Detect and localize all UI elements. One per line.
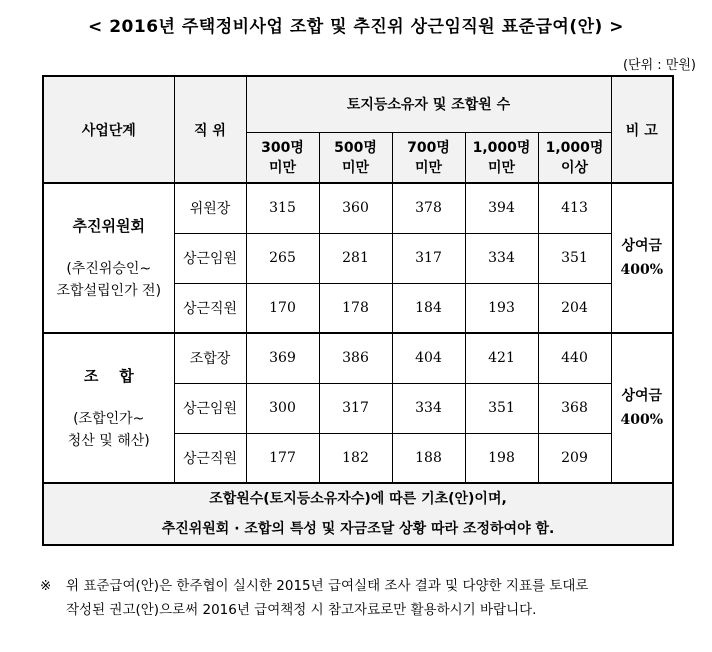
value-cell: 378 (392, 183, 465, 233)
stage-cell-committee (43, 183, 174, 333)
tier-3-line2: 미만 (414, 160, 443, 177)
tier-1-line2: 미만 (268, 160, 297, 177)
value-cell: 188 (392, 433, 465, 483)
stage-name: 추진위원회 (72, 216, 145, 235)
stage-cell-association (43, 333, 174, 483)
value-cell: 178 (319, 283, 392, 333)
tier-4-line2: 미만 (487, 160, 516, 177)
header-tier-5 (538, 132, 611, 183)
value-cell: 209 (538, 433, 611, 483)
unit-label: (단위 : 만원) (622, 58, 696, 73)
value-cell: 265 (246, 233, 319, 283)
value-cell: 394 (465, 183, 538, 233)
note-line1: 상여금 (621, 388, 663, 404)
footer-note (43, 483, 673, 545)
stage-name: 조 합 (83, 366, 134, 385)
header-position: 직 위 (174, 76, 246, 183)
value-cell: 177 (246, 433, 319, 483)
tier-3-line1: 700명 (407, 140, 450, 157)
position-cell: 위원장 (174, 183, 246, 233)
value-cell: 368 (538, 383, 611, 433)
stage-period-line1: (추진위승인~ (66, 260, 152, 277)
value-cell: 170 (246, 283, 319, 333)
tier-2-line2: 미만 (341, 160, 370, 177)
tier-5-line1: 1,000명 (545, 140, 604, 157)
value-cell: 317 (319, 383, 392, 433)
note-cell (611, 333, 673, 483)
value-cell: 351 (465, 383, 538, 433)
header-note: 비 고 (611, 76, 673, 183)
document-title: < 2016년 주택정비사업 조합 및 추진위 상근임직원 표준급여(안) > (88, 17, 624, 37)
salary-table (42, 75, 674, 546)
stage-period-line1: (조합인가~ (73, 410, 145, 427)
value-cell: 334 (465, 233, 538, 283)
reference-mark: ※ (40, 578, 52, 594)
note-line1: 상여금 (621, 238, 663, 254)
tier-2-line1: 500명 (334, 140, 377, 157)
header-stage: 사업단계 (43, 76, 174, 183)
value-cell: 198 (465, 433, 538, 483)
value-cell: 317 (392, 233, 465, 283)
footer-line2: 추진위원회 · 조합의 특성 및 자금조달 상황 따라 조정하여야 함. (161, 521, 555, 537)
header-tier-3 (392, 132, 465, 183)
remark (40, 574, 690, 622)
value-cell: 204 (538, 283, 611, 333)
position-cell: 상근직원 (174, 283, 246, 333)
value-cell: 281 (319, 233, 392, 283)
position-cell: 상근직원 (174, 433, 246, 483)
tier-1-line1: 300명 (261, 140, 304, 157)
position-cell: 상근임원 (174, 383, 246, 433)
value-cell: 193 (465, 283, 538, 333)
value-cell: 440 (538, 333, 611, 383)
value-cell: 360 (319, 183, 392, 233)
table-row (43, 183, 673, 233)
value-cell: 351 (538, 233, 611, 283)
value-cell: 386 (319, 333, 392, 383)
value-cell: 182 (319, 433, 392, 483)
value-cell: 413 (538, 183, 611, 233)
stage-period-line2: 청산 및 해산) (67, 432, 150, 449)
stage-period-line2: 조합설립인가 전) (56, 282, 162, 299)
note-cell (611, 183, 673, 333)
note-line2: 400% (620, 412, 664, 428)
header-tier-4 (465, 132, 538, 183)
table-row (43, 333, 673, 383)
position-cell: 조합장 (174, 333, 246, 383)
tier-5-line2: 이상 (560, 160, 589, 177)
value-cell: 334 (392, 383, 465, 433)
value-cell: 315 (246, 183, 319, 233)
remark-line1: 위 표준급여(안)은 한주협이 실시한 2015년 급여실태 조사 결과 및 다양한 지표를 토대로 (66, 578, 589, 594)
value-cell: 404 (392, 333, 465, 383)
value-cell: 421 (465, 333, 538, 383)
note-line2: 400% (620, 262, 664, 278)
header-group: 토지등소유자 및 조합원 수 (246, 76, 611, 132)
header-tier-1 (246, 132, 319, 183)
position-cell: 상근임원 (174, 233, 246, 283)
footer-line1: 조합원수(토지등소유자수)에 따른 기초(안)이며, (209, 491, 507, 507)
value-cell: 369 (246, 333, 319, 383)
value-cell: 184 (392, 283, 465, 333)
header-tier-2 (319, 132, 392, 183)
tier-4-line1: 1,000명 (472, 140, 531, 157)
value-cell: 300 (246, 383, 319, 433)
remark-line2: 작성된 권고(안)으로써 2016년 급여책정 시 참고자료로만 활용하시기 바랍니다. (66, 602, 537, 618)
